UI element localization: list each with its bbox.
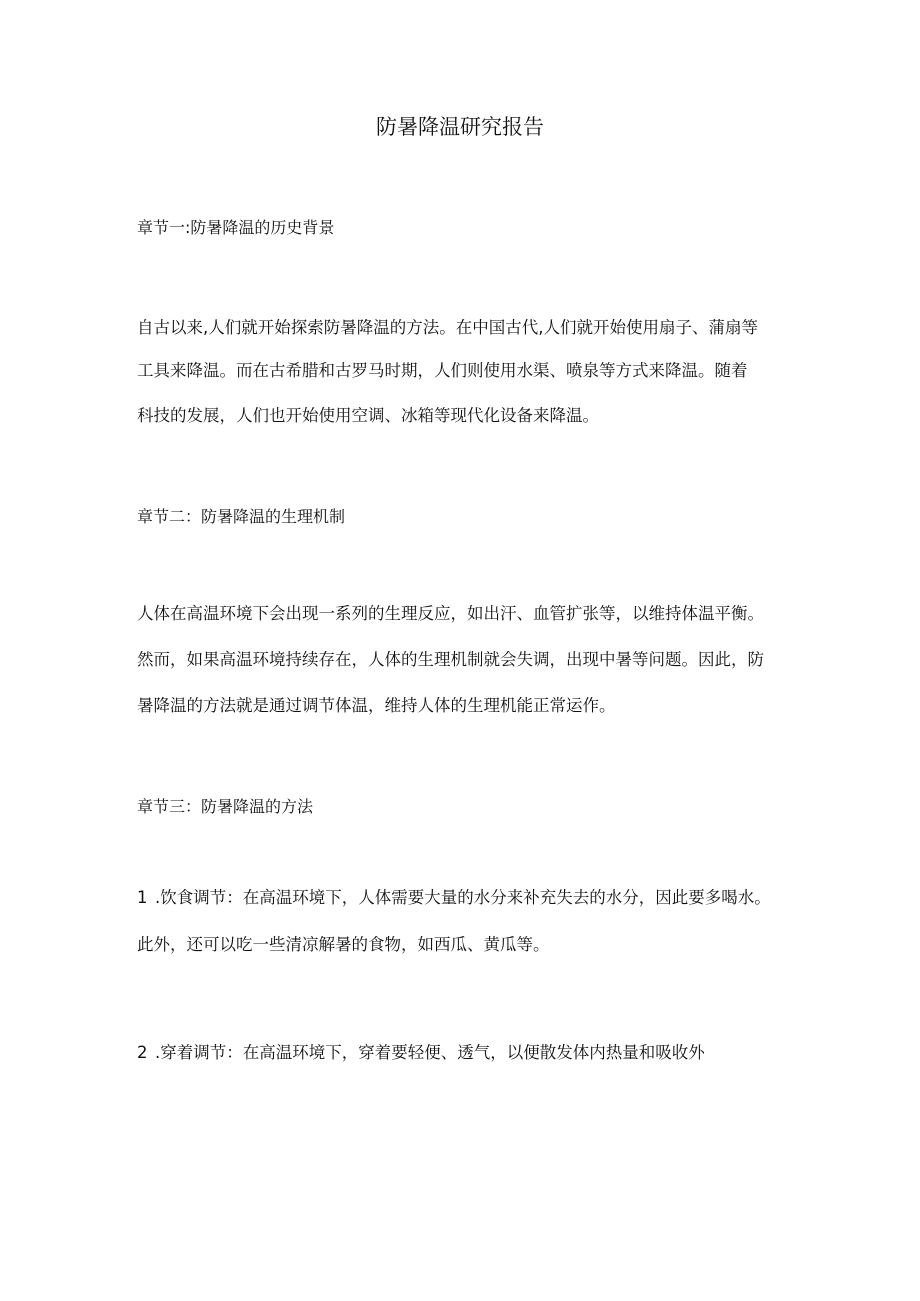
list-item-2-line-1: [137, 1041, 817, 1065]
list-item-1-line-1: [137, 886, 817, 910]
section-2-line-3: 暑降温的方法就是通过调节体温，维持人体的生理机能正常运作。: [137, 696, 616, 715]
section-1-line-1: 自古以来,人们就开始探索防暑降温的方法。在中国古代,人们就开始使用扇子、蒲扇等: [137, 318, 758, 337]
document-title: 防暑降温研究报告: [376, 115, 544, 139]
list-item-1-number: 1: [137, 888, 148, 907]
section-1-line-2: 工具来降温。而在古希腊和古罗马时期，人们则使用水渠、喷泉等方式来降温。随着: [137, 361, 748, 380]
section-heading-3: 章节三：防暑降温的方法: [137, 797, 314, 816]
list-item-1-text: .饮食调节：在高温环境下，人体需要大量的水分来补充失去的水分，因此要多喝水。: [155, 888, 771, 907]
list-item-2-number: 2: [137, 1043, 148, 1062]
section-heading-2: 章节二：防暑降温的生理机制: [137, 507, 346, 526]
list-item-2-text: .穿着调节：在高温环境下，穿着要轻便、透气，以便散发体内热量和吸收外: [155, 1043, 705, 1062]
section-heading-1: 章节一:防暑降温的历史背景: [137, 218, 335, 237]
list-item-1-line-2: 此外，还可以吃一些清凉解暑的食物，如西瓜、黄瓜等。: [137, 935, 550, 954]
section-2-line-2: 然而，如果高温环境持续存在，人体的生理机制就会失调，出现中暑等问题。因此，防: [137, 650, 764, 669]
section-1-line-3: 科技的发展，人们也开始使用空调、冰箱等现代化设备来降温。: [137, 406, 599, 425]
section-2-line-1: 人体在高温环境下会出现一系列的生理反应，如出汗、血管扩张等，以维持体温平衡。: [137, 604, 764, 623]
